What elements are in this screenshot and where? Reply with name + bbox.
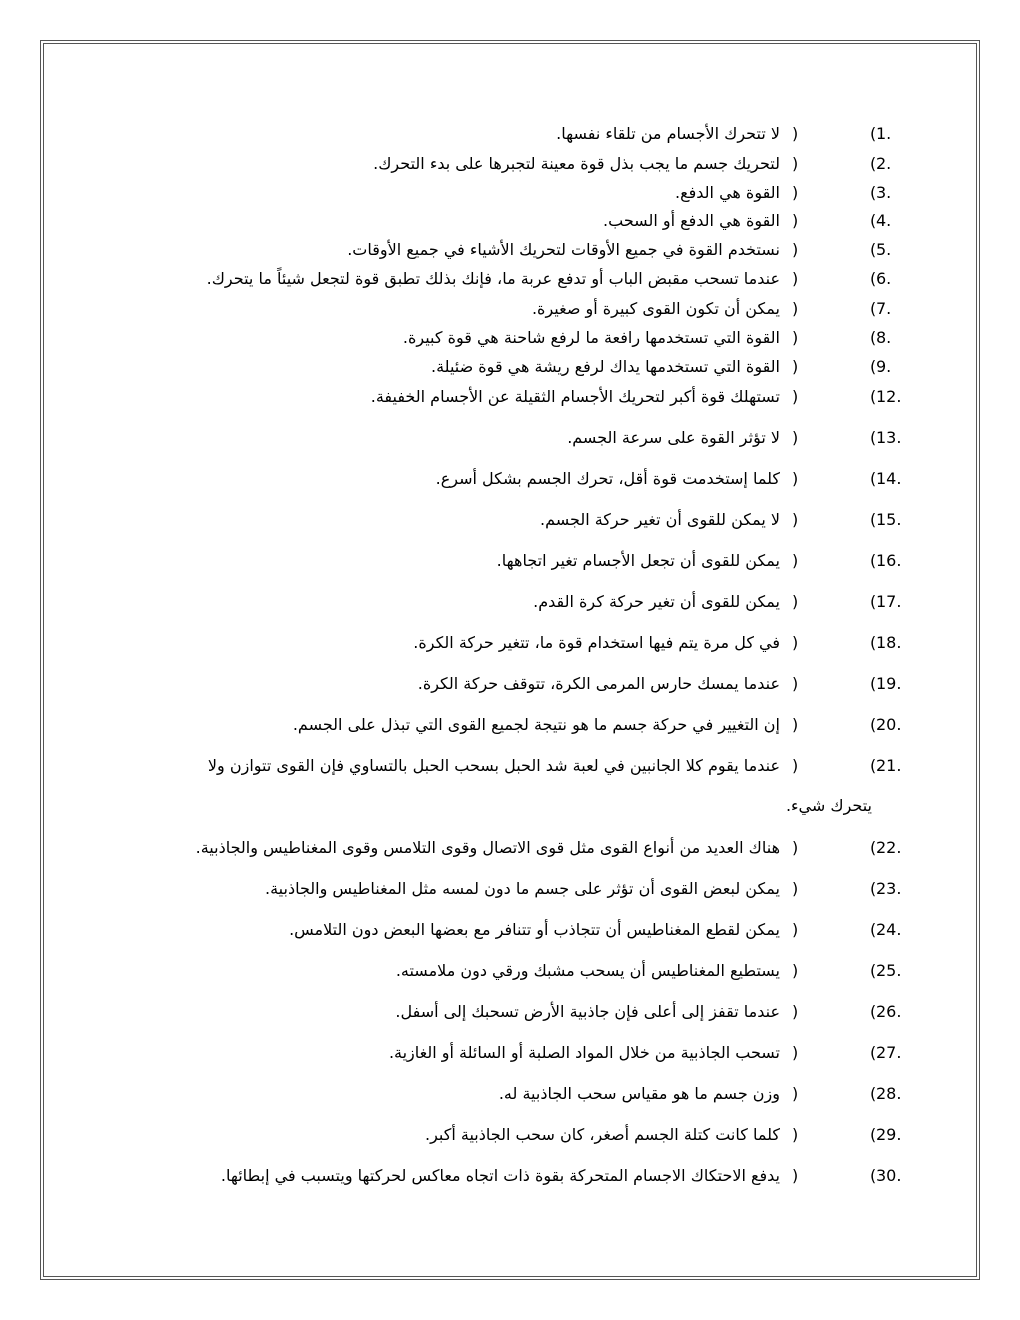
answer-blank-close-paren: ) [792, 211, 799, 230]
answer-blank-open-paren[interactable]: ( [870, 387, 877, 406]
answer-blank-open-paren[interactable]: ( [870, 1125, 877, 1144]
answer-blank-close-paren: ) [792, 428, 799, 447]
question-item [60, 208, 910, 234]
answer-blank-open-paren[interactable]: ( [870, 920, 877, 939]
question-number: 20. [876, 715, 902, 734]
question-item [60, 671, 910, 697]
answer-blank-open-paren[interactable]: ( [870, 592, 877, 611]
question-statement: يمكن للقوى أن تغير حركة كرة القدم. [533, 592, 780, 611]
question-number: 13. [876, 428, 902, 447]
answer-blank-open-paren[interactable]: ( [870, 756, 877, 775]
question-statement: تسحب الجاذبية من خلال المواد الصلبة أو السائلة أو الغازية. [388, 1043, 780, 1062]
answer-blank-open-paren[interactable]: ( [870, 510, 877, 529]
question-item [60, 1040, 910, 1066]
answer-blank-open-paren[interactable]: ( [870, 961, 877, 980]
question-number: 18. [876, 633, 902, 652]
question-item [60, 354, 910, 380]
question-number: 26. [876, 1002, 902, 1021]
answer-blank-open-paren[interactable]: ( [870, 1084, 877, 1103]
question-item [60, 266, 910, 292]
question-statement: يمكن لبعض القوى أن تؤثر على جسم ما دون لمسه مثل المغناطيس والجاذبية. [265, 879, 780, 898]
question-number: 5. [876, 240, 892, 259]
question-item [60, 999, 910, 1025]
answer-blank-open-paren[interactable]: ( [870, 469, 877, 488]
question-statement: يمكن أن تكون القوى كبيرة أو صغيرة. [531, 299, 780, 318]
answer-blank-close-paren: ) [792, 183, 799, 202]
answer-blank-close-paren: ) [792, 920, 799, 939]
answer-blank-close-paren: ) [792, 551, 799, 570]
question-statement: لا يمكن للقوى أن تغير حركة الجسم. [539, 510, 780, 529]
question-item [60, 121, 910, 147]
question-statement: عندما يمسك حارس المرمى الكرة، تتوقف حركة الكرة. [417, 674, 780, 693]
question-number: 21. [876, 756, 902, 775]
question-statement: عندما تسحب مقبض الباب أو تدفع عربة ما، فإنك بذلك تطبق قوة لتجعل شيئاً ما يتحرك. [206, 269, 780, 288]
question-statement: عندما يقوم كلا الجانبين في لعبة شد الحبل بسحب الحبل بالتساوي فإن القوى تتوازن ولا [207, 756, 780, 775]
question-statement: وزن جسم ما هو مقياس سحب الجاذبية له. [498, 1084, 780, 1103]
question-statement: لتحريك جسم ما يجب بذل قوة معينة لتجبرها على بدء التحرك. [373, 154, 780, 173]
answer-blank-open-paren[interactable]: ( [870, 674, 877, 693]
answer-blank-close-paren: ) [792, 154, 799, 173]
question-statement: كلما كانت كتلة الجسم أصغر، كان سحب الجاذبية أكبر. [424, 1125, 780, 1144]
answer-blank-close-paren: ) [792, 269, 799, 288]
answer-blank-open-paren[interactable]: ( [870, 328, 877, 347]
question-item [60, 425, 910, 451]
question-statement-continuation: يتحرك شيء. [785, 796, 872, 815]
question-item [60, 958, 910, 984]
answer-blank-close-paren: ) [792, 961, 799, 980]
question-number: 15. [876, 510, 902, 529]
answer-blank-open-paren[interactable]: ( [870, 838, 877, 857]
answer-blank-close-paren: ) [792, 715, 799, 734]
question-statement: تستهلك قوة أكبر لتحريك الأجسام الثقيلة عن الأجسام الخفيفة. [370, 387, 780, 406]
answer-blank-close-paren: ) [792, 510, 799, 529]
question-number: 22. [876, 838, 902, 857]
question-item [60, 548, 910, 574]
question-item [60, 296, 910, 322]
answer-blank-close-paren: ) [792, 592, 799, 611]
answer-blank-close-paren: ) [792, 1002, 799, 1021]
answer-blank-close-paren: ) [792, 299, 799, 318]
question-statement: القوة التي تستخدمها يداك لرفع ريشة هي قوة ضئيلة. [431, 357, 780, 376]
answer-blank-open-paren[interactable]: ( [870, 154, 877, 173]
question-item [60, 237, 910, 263]
answer-blank-open-paren[interactable]: ( [870, 551, 877, 570]
question-statement: يمكن للقوى أن تجعل الأجسام تغير اتجاهها. [496, 551, 780, 570]
answer-blank-open-paren[interactable]: ( [870, 124, 877, 143]
question-number: 17. [876, 592, 902, 611]
answer-blank-open-paren[interactable]: ( [870, 879, 877, 898]
question-number: 1. [876, 124, 892, 143]
question-number: 12. [876, 387, 902, 406]
answer-blank-open-paren[interactable]: ( [870, 299, 877, 318]
question-statement: عندما تقفز إلى أعلى فإن جاذبية الأرض تسحبك إلى أسفل. [395, 1002, 780, 1021]
question-statement: كلما إستخدمت قوة أقل، تحرك الجسم بشكل أسرع. [435, 469, 780, 488]
answer-blank-close-paren: ) [792, 357, 799, 376]
answer-blank-open-paren[interactable]: ( [870, 428, 877, 447]
answer-blank-close-paren: ) [792, 756, 799, 775]
question-item [60, 917, 910, 943]
question-number: 6. [876, 269, 892, 288]
question-statement: في كل مرة يتم فيها استخدام قوة ما، تتغير حركة الكرة. [413, 633, 780, 652]
question-number: 30. [876, 1166, 902, 1185]
question-number: 23. [876, 879, 902, 898]
question-number: 28. [876, 1084, 902, 1103]
question-number: 8. [876, 328, 892, 347]
answer-blank-close-paren: ) [792, 879, 799, 898]
answer-blank-close-paren: ) [792, 240, 799, 259]
question-statement: هناك العديد من أنواع القوى مثل قوى الاتصال وقوى التلامس وقوى المغناطيس والجاذبية. [195, 838, 780, 857]
question-item [60, 384, 910, 410]
question-item [60, 466, 910, 492]
question-item [60, 876, 910, 902]
question-item [60, 151, 910, 177]
question-item [60, 630, 910, 656]
answer-blank-open-paren[interactable]: ( [870, 357, 877, 376]
answer-blank-open-paren[interactable]: ( [870, 240, 877, 259]
question-number: 16. [876, 551, 902, 570]
answer-blank-close-paren: ) [792, 387, 799, 406]
question-statement: القوة التي تستخدمها رافعة ما لرفع شاحنة هي قوة كبيرة. [402, 328, 780, 347]
question-number: 7. [876, 299, 892, 318]
answer-blank-open-paren[interactable]: ( [870, 715, 877, 734]
question-statement: يستطيع المغناطيس أن يسحب مشبك ورقي دون ملامسته. [395, 961, 780, 980]
question-number: 25. [876, 961, 902, 980]
question-item [60, 589, 910, 615]
answer-blank-close-paren: ) [792, 469, 799, 488]
question-item [60, 712, 910, 738]
answer-blank-close-paren: ) [792, 674, 799, 693]
question-number: 24. [876, 920, 902, 939]
answer-blank-open-paren[interactable]: ( [870, 1043, 877, 1062]
question-item [60, 1081, 910, 1107]
question-item [60, 180, 910, 206]
question-number: 29. [876, 1125, 902, 1144]
answer-blank-close-paren: ) [792, 1125, 799, 1144]
question-number: 3. [876, 183, 892, 202]
answer-blank-open-paren[interactable]: ( [870, 211, 877, 230]
question-item [60, 325, 910, 351]
question-item [60, 835, 910, 861]
question-number: 27. [876, 1043, 902, 1062]
question-statement: إن التغيير في حركة جسم ما هو نتيجة لجميع القوى التي تبذل على الجسم. [292, 715, 780, 734]
question-number: 19. [876, 674, 902, 693]
answer-blank-open-paren[interactable]: ( [870, 183, 877, 202]
question-statement: يمكن لقطع المغناطيس أن تتجاذب أو تتنافر مع بعضها البعض دون التلامس. [289, 920, 780, 939]
answer-blank-close-paren: ) [792, 1084, 799, 1103]
question-statement: نستخدم القوة في جميع الأوقات لتحريك الأشياء في جميع الأوقات. [347, 240, 780, 259]
answer-blank-close-paren: ) [792, 124, 799, 143]
question-item [60, 1122, 910, 1148]
answer-blank-close-paren: ) [792, 328, 799, 347]
answer-blank-open-paren[interactable]: ( [870, 269, 877, 288]
question-number: 14. [876, 469, 902, 488]
question-number: 2. [876, 154, 892, 173]
question-number: 9. [876, 357, 892, 376]
question-item [60, 507, 910, 533]
question-item [60, 753, 910, 779]
answer-blank-close-paren: ) [792, 838, 799, 857]
question-statement: يدفع الاحتكاك الاجسام المتحركة بقوة ذات اتجاه معاكس لحركتها ويتسبب في إبطائها. [220, 1166, 780, 1185]
question-statement: القوة هي الدفع أو السحب. [603, 211, 780, 230]
answer-blank-close-paren: ) [792, 1166, 799, 1185]
answer-blank-open-paren[interactable]: ( [870, 1166, 877, 1185]
answer-blank-close-paren: ) [792, 1043, 799, 1062]
question-item [60, 1163, 910, 1189]
question-statement: لا تتحرك الأجسام من تلقاء نفسها. [556, 124, 780, 143]
question-statement: القوة هي الدفع. [675, 183, 780, 202]
answer-blank-open-paren[interactable]: ( [870, 1002, 877, 1021]
answer-blank-close-paren: ) [792, 633, 799, 652]
question-number: 4. [876, 211, 892, 230]
answer-blank-open-paren[interactable]: ( [870, 633, 877, 652]
question-statement: لا تؤثر القوة على سرعة الجسم. [567, 428, 780, 447]
